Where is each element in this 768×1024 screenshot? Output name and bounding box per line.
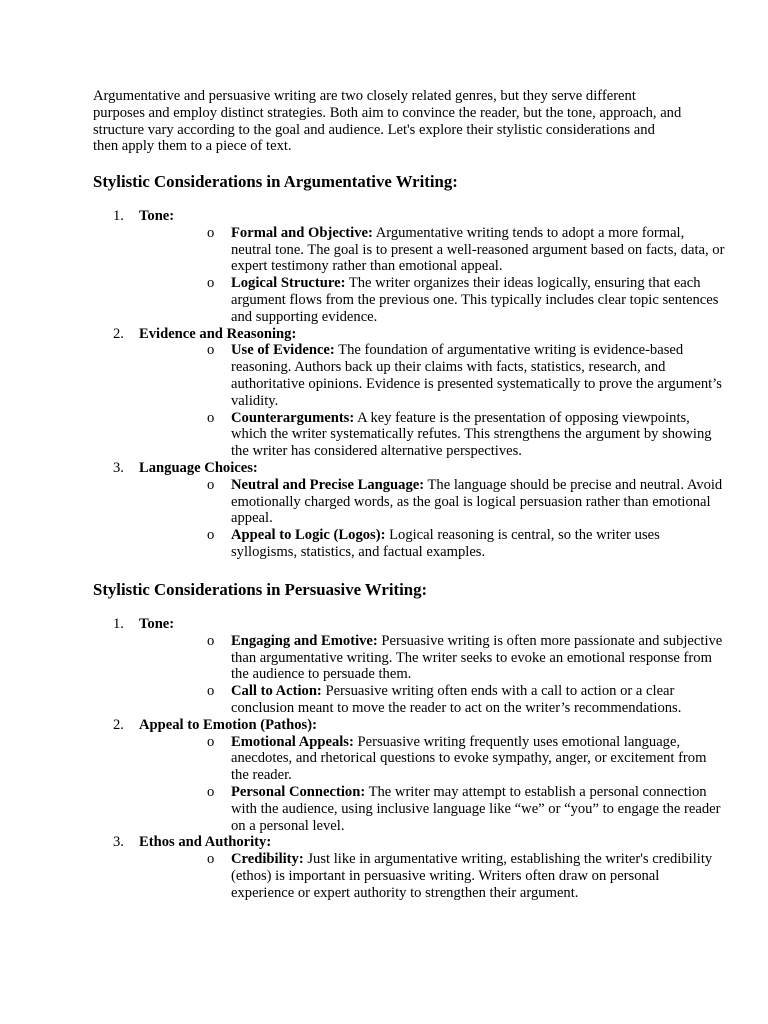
sub-item-label: Logical Structure: [231, 275, 346, 292]
sub-item [139, 342, 725, 409]
sub-item-label: Credibility: [231, 851, 304, 868]
bullet-marker: o [207, 783, 215, 800]
sub-item-text: Persuasive writing frequently uses emotional language, anecdotes, and rhetorical questions to evoke sympathy, anger, or excitement from the reader. [231, 733, 707, 784]
item-title: Evidence and Reasoning: [139, 325, 297, 342]
sub-item-text: Argumentative writing tends to adopt a more formal, neutral tone. The goal is to present a well-reasoned argument based on facts, data, or expert testimony rather than emotional appeal. [231, 224, 725, 275]
item-title: Ethos and Authority: [139, 834, 272, 851]
sub-item [139, 410, 725, 460]
sub-item [139, 851, 725, 901]
intro-paragraph: Argumentative and persuasive writing are two closely related genres, but they serve different purposes and employ distinct strategies. Both aim to convince the reader, but the tone, approach, and structure vary according to the goal and audience. Let's explore their stylistic considerations and then apply them to a piece of text. [93, 88, 682, 155]
section-heading-persuasive: Stylistic Considerations in Persuasive Writing: [93, 580, 428, 599]
sub-item-label: Emotional Appeals: [231, 733, 354, 750]
item-number: 2. [113, 716, 124, 733]
sub-item-label: Formal and Objective: [231, 224, 373, 241]
sub-item-text: Just like in argumentative writing, establishing the writer's credibility (ethos) is important in persuasive writing. Writers often draw on personal experience or expert authority to strengthen their argument. [231, 851, 713, 901]
sub-item-text: The language should be precise and neutral. Avoid emotionally charged words, as the goal is logical persuasion rather than emotional appeal. [231, 476, 723, 527]
sub-item-label: Use of Evidence: [231, 342, 335, 359]
sub-item-label: Neutral and Precise Language: [231, 476, 425, 493]
sub-item-text: Persuasive writing often ends with a call to action or a clear conclusion meant to move the reader to act on the writer’s recommendations. [231, 683, 682, 716]
item-title: Language Choices: [139, 459, 258, 476]
bullet-marker: o [207, 632, 215, 649]
bullet-marker: o [207, 476, 215, 493]
item-title: Tone: [139, 208, 175, 224]
sub-item-label: Appeal to Logic (Logos): [231, 527, 386, 544]
sub-item-label: Engaging and Emotive: [231, 632, 378, 649]
bullet-marker: o [207, 342, 215, 359]
list-item [93, 616, 723, 717]
item-number: 3. [113, 459, 124, 476]
bullet-marker: o [207, 275, 215, 292]
item-title: Appeal to Emotion (Pathos): [139, 716, 317, 733]
bullet-marker: o [207, 733, 215, 750]
list-item [93, 325, 722, 460]
sub-item [139, 683, 725, 717]
sub-item-text: A key feature is the presentation of opposing viewpoints, which the writer systematically refutes. This strengthens the argument by showing the writer has considered alternative perspectives. [231, 409, 712, 460]
list-item [93, 459, 723, 561]
item-number: 2. [113, 325, 124, 342]
item-number: 1. [113, 616, 124, 632]
sub-item-text: The writer organizes their ideas logically, ensuring that each argument flows from the previous one. This typically includes clear topic sentences and supporting evidence. [231, 275, 719, 325]
item-number: 1. [113, 208, 124, 224]
list-item [93, 716, 721, 835]
persuasive-list [93, 616, 723, 902]
sub-item [139, 275, 725, 325]
sub-item-text: The writer may attempt to establish a personal connection with the audience, using inclusive language like “we” or “you” to engage the reader on a personal level. [231, 783, 721, 834]
sub-item [139, 527, 725, 561]
sub-item-label: Call to Action: [231, 683, 322, 700]
sub-item [139, 225, 725, 275]
sub-item-text: Persuasive writing is often more passionate and subjective than argumentative writing. The writer seeks to evoke an emotional response from the audience to persuade them. [231, 632, 723, 683]
item-title: Tone: [139, 616, 175, 632]
sub-item [139, 477, 725, 527]
argumentative-list [93, 208, 725, 561]
list-item [93, 208, 725, 326]
bullet-marker: o [207, 851, 215, 868]
bullet-marker: o [207, 409, 215, 426]
sub-item [139, 633, 725, 683]
bullet-marker: o [207, 683, 215, 700]
sub-item [139, 734, 725, 784]
bullet-marker: o [207, 224, 215, 241]
sub-item-label: Counterarguments: [231, 409, 355, 426]
list-item [93, 834, 713, 901]
sub-item-text: Logical reasoning is central, so the writer uses syllogisms, statistics, and factual examples. [231, 527, 660, 560]
bullet-marker: o [207, 527, 215, 544]
sub-item-label: Personal Connection: [231, 783, 366, 800]
sub-item-text: The foundation of argumentative writing is evidence-based reasoning. Authors back up their claims with facts, statistics, research, and authoritative opinions. Evidence is presented systematically to prove the argument’s validity. [231, 342, 722, 409]
sub-item [139, 784, 725, 834]
section-heading-argumentative: Stylistic Considerations in Argumentative Writing: [93, 172, 458, 191]
item-number: 3. [113, 834, 124, 851]
